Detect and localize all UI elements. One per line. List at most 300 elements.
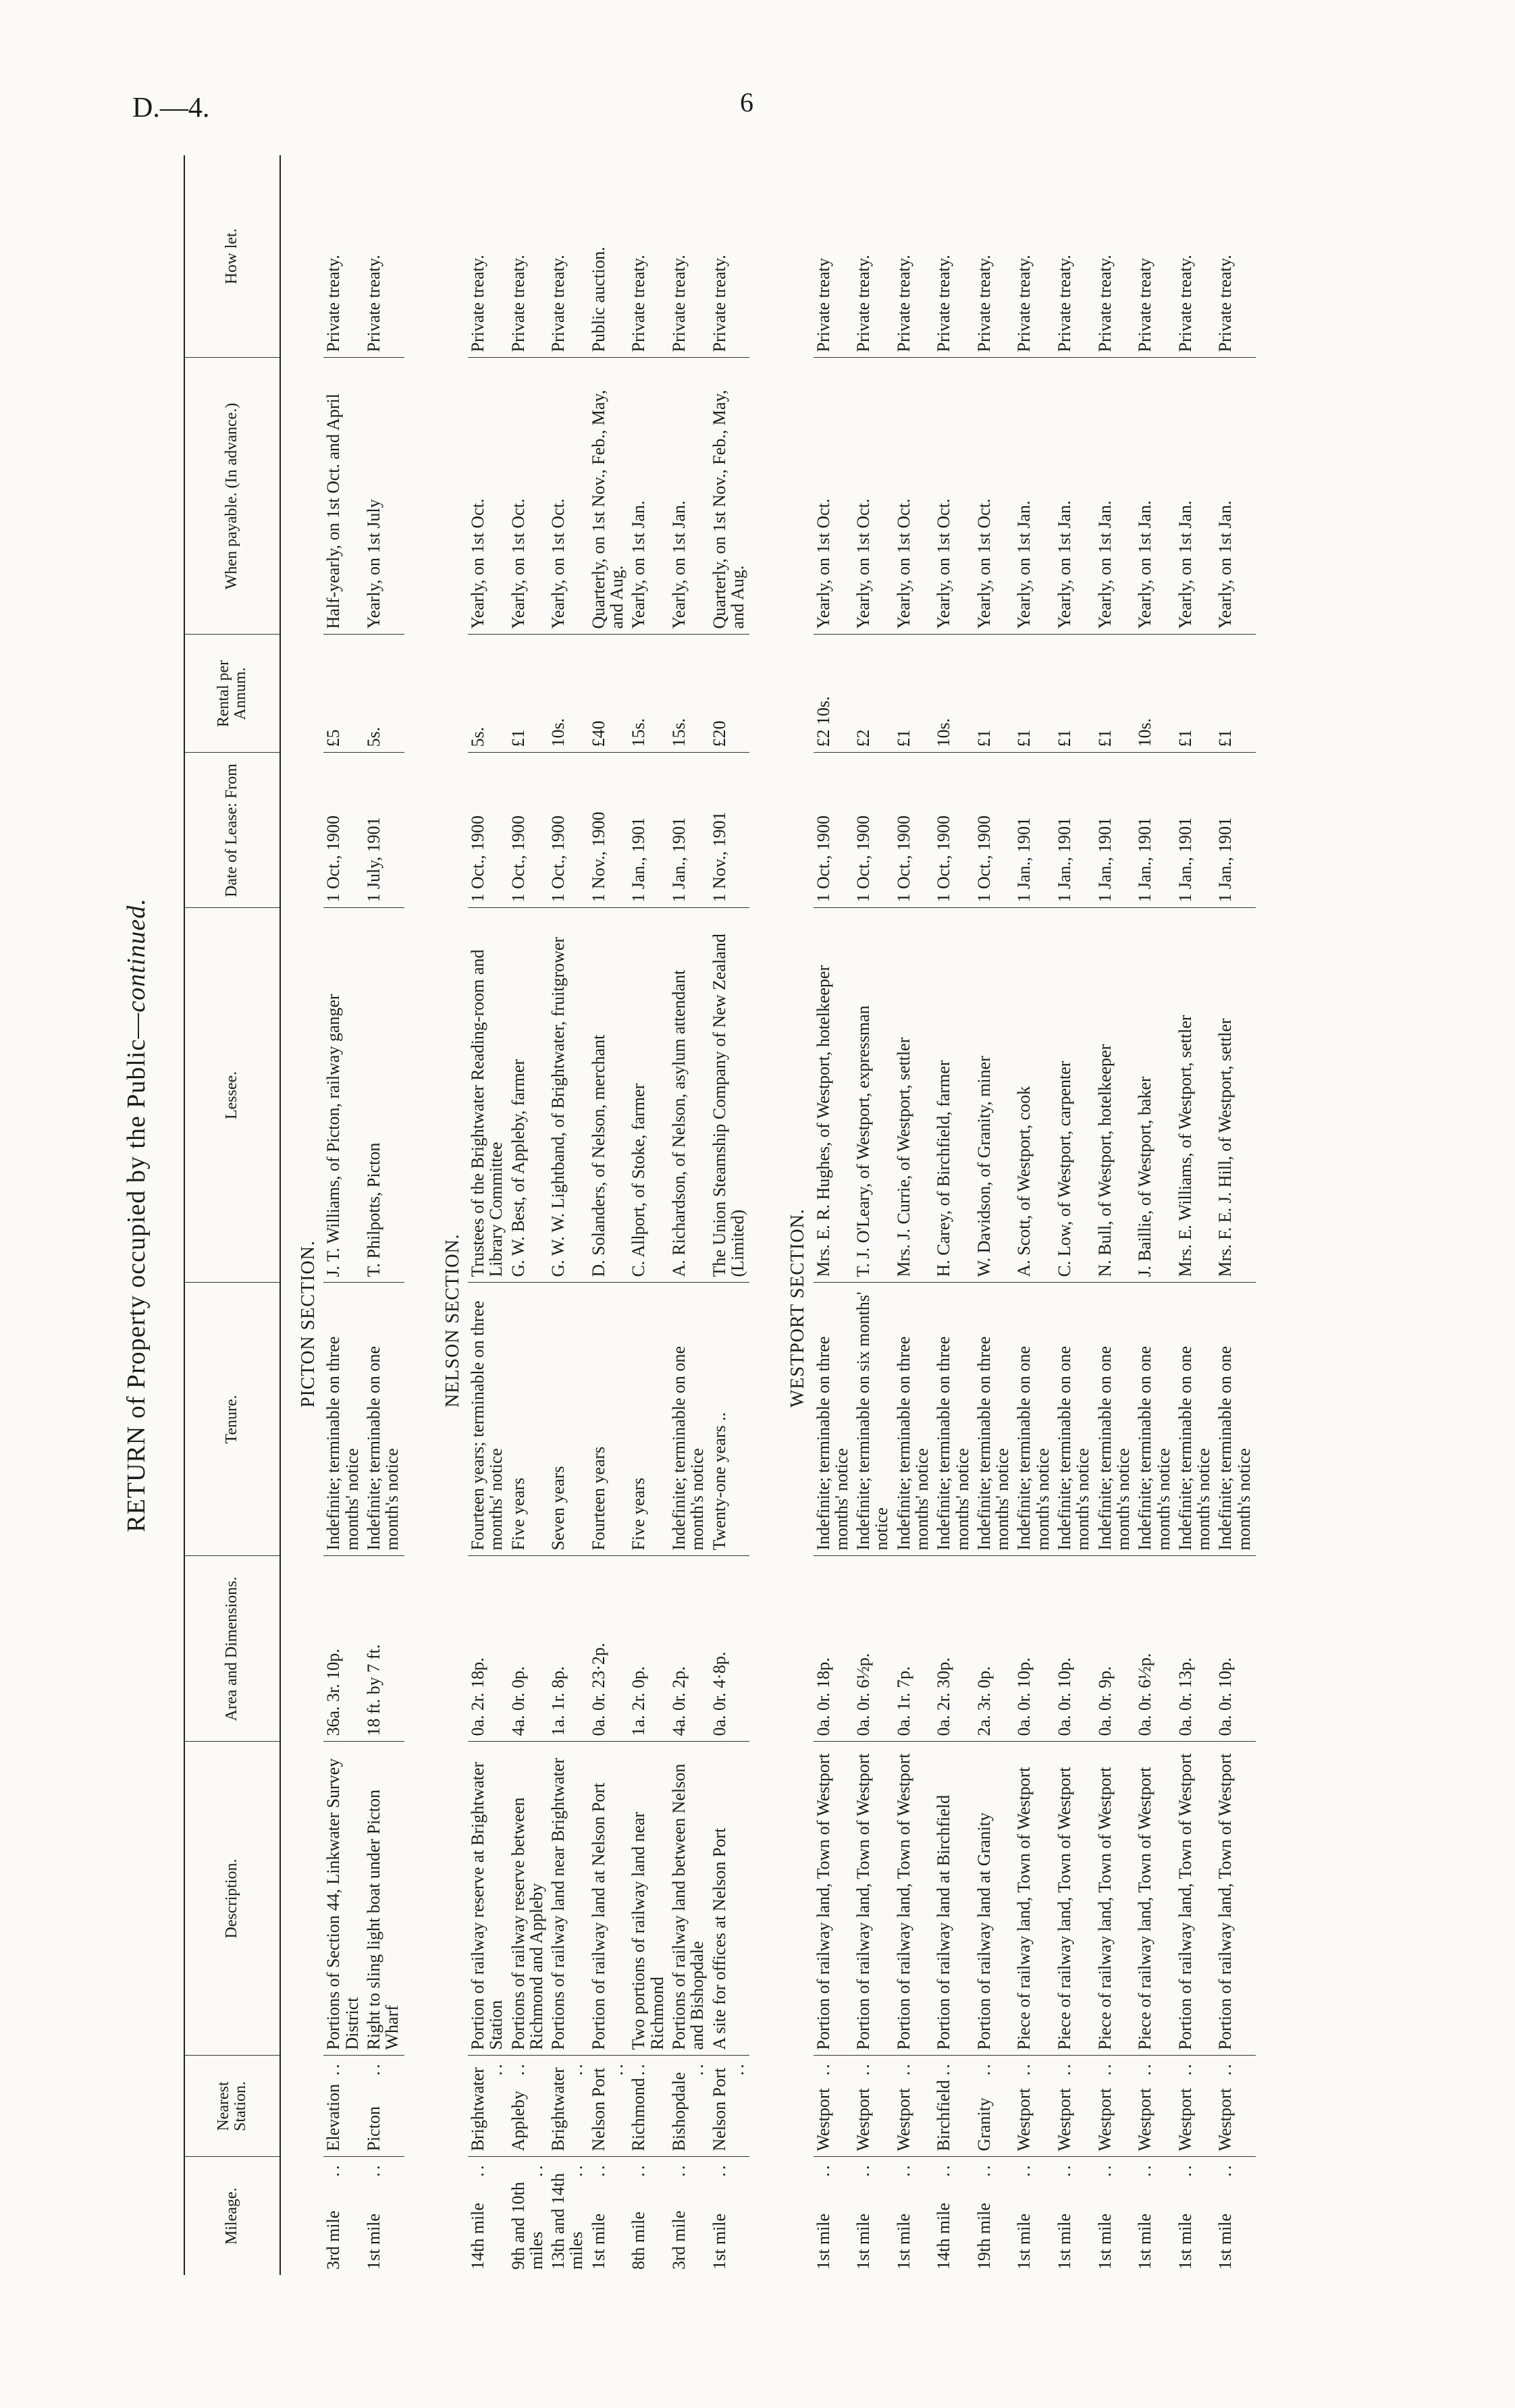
mileage-cell-text: 1st mile [588,2213,608,2270]
how-let-cell-text: Private treaty. [974,255,994,352]
description-cell [548,1742,589,2056]
when-payable-cell-text: Yearly, on 1st July [363,499,383,629]
lessee-cell [894,908,934,1283]
section-spacer-row [404,155,425,2275]
leader-dots: .. [363,2162,383,2177]
date-cell-text: 1 Jan., 1901 [1175,817,1195,903]
leader-dots: .. [893,2061,913,2076]
mileage-cell [1095,2157,1136,2275]
area-cell-text: 0a. 1r. 7p. [893,1666,913,1736]
date-cell [1135,753,1175,908]
date-cell-text: 1 Jan., 1901 [1215,817,1235,903]
how-let-cell [1215,155,1256,358]
table-row [1095,155,1136,2275]
when-payable-cell [934,358,974,635]
station-cell-text: Westport [1175,2088,1195,2151]
when-payable-cell [589,358,629,635]
when-payable-cell-text: Quarterly, on 1st Nov., Feb., May, and Aug. [588,390,627,629]
date-cell [1055,753,1095,908]
mileage-cell-text: 1st mile [363,2213,383,2270]
property-return-table [184,155,1277,2275]
description-cell-text: Two portions of railway land near Richmond [629,1811,667,2050]
header-date-of-lease: Date of Lease: From [184,753,280,908]
leader-dots: .. [566,2061,587,2076]
section-spacer [404,155,425,2275]
area-cell [853,1556,894,1742]
station-cell-text: Granity [974,2097,994,2151]
station-cell-text: Westport [1014,2088,1034,2151]
station-cell [1215,2056,1256,2157]
how-let-cell [323,155,364,358]
date-cell-text: 1 Oct., 1900 [508,815,528,903]
table-row [1175,155,1216,2275]
rental-cell-text: £2 10s. [813,696,833,747]
leader-dots: .. [363,2061,383,2076]
date-cell [1215,753,1256,908]
rental-cell [508,635,549,753]
rental-cell-text: £1 [1055,729,1075,747]
description-cell-text: Portion of railway land, Town of Westport [813,1753,833,2050]
how-let-cell-text: Private treaty. [1014,255,1034,352]
how-let-cell-text: Private treaty. [709,255,729,352]
how-let-cell-text: Private treaty. [1215,255,1235,352]
lessee-cell-text: W. Davidson, of Granity, miner [974,1056,994,1277]
area-cell-text: 0a. 0r. 10p. [1014,1657,1034,1736]
table-row [974,155,1015,2275]
rental-cell [669,635,710,753]
mileage-cell-text: 1st mile [709,2213,729,2270]
description-cell [1095,1742,1136,2056]
description-cell [1135,1742,1175,2056]
when-payable-cell-text: Yearly, on 1st Jan. [1094,500,1115,629]
header-description: Description. [184,1742,280,2056]
mileage-cell [323,2157,364,2275]
how-let-cell [710,155,750,358]
mileage-cell [1175,2157,1216,2275]
header-area: Area and Dimensions. [184,1556,280,1742]
when-payable-cell-text: Half-yearly, on 1st Oct. and April [323,394,344,629]
leader-dots: .. [1094,2162,1115,2177]
date-cell-text: 1 Jan., 1901 [629,817,649,903]
table-row [364,155,404,2275]
mileage-cell [974,2157,1015,2275]
rental-cell-text: £2 [853,729,874,747]
lessee-cell [1055,908,1095,1283]
when-payable-cell [1135,358,1175,635]
area-cell [468,1556,508,1742]
tenure-cell [323,1283,364,1556]
tenure-cell-text: Indefinite; terminable on one month's notice [1014,1345,1053,1551]
tenure-cell-text: Indefinite; terminable on one month's notice [1135,1345,1173,1551]
leader-dots: .. [1094,2061,1115,2076]
area-cell-text: 0a. 0r. 6½p. [1135,1653,1155,1736]
when-payable-cell-text: Yearly, on 1st Jan. [1055,500,1075,629]
when-payable-cell [468,358,508,635]
area-cell [1175,1556,1216,1742]
leader-dots: .. [629,2061,649,2076]
mileage-cell [364,2157,404,2275]
rental-cell-text: 5s. [363,726,383,747]
area-cell [589,1556,629,1742]
rental-cell [894,635,934,753]
header-how-let: How let. [184,155,280,358]
how-let-cell [814,155,854,358]
leader-dots: .. [893,2162,913,2177]
date-cell-text: 1 Oct., 1900 [934,815,954,903]
station-cell-text: Nelson Port [588,2068,608,2151]
mileage-cell [934,2157,974,2275]
table-row [1135,155,1175,2275]
area-cell [629,1556,669,1742]
lessee-cell [1215,908,1256,1283]
description-cell [1215,1742,1256,2056]
how-let-cell [1095,155,1136,358]
lessee-cell [1095,908,1136,1283]
station-cell-text: Appleby [508,2090,528,2151]
how-let-cell [1055,155,1095,358]
lessee-cell-text: T. J. O'Leary, of Westport, expressman [853,1005,874,1277]
area-cell-text: 0a. 0r. 4·8p. [709,1651,729,1736]
lessee-cell [1175,908,1216,1283]
tenure-cell [934,1283,974,1556]
leader-dots: .. [934,2061,954,2076]
area-cell-text: 0a. 0r. 23·2p. [588,1642,608,1736]
date-cell-text: 1 July, 1901 [363,817,383,903]
when-payable-cell-text: Yearly, on 1st Oct. [974,498,994,629]
tenure-cell [814,1283,854,1556]
how-let-cell [468,155,508,358]
leader-dots: .. [607,2061,627,2076]
area-cell-text: 1a. 1r. 8p. [548,1666,568,1736]
table-row [669,155,710,2275]
rental-cell-text: £5 [323,729,344,747]
leader-dots: .. [1014,2061,1034,2076]
table-row [508,155,549,2275]
area-cell-text: 0a. 0r. 9p. [1094,1666,1115,1736]
description-cell [894,1742,934,2056]
tenure-cell-text: Seven years [548,1466,568,1551]
mileage-cell-text: 1st mile [1014,2213,1034,2270]
lessee-cell-text: N. Bull, of Westport, hotelkeeper [1094,1044,1115,1277]
lessee-cell-text: Mrs. J. Currie, of Westport, settler [893,1037,913,1277]
rental-cell-text: 15s. [629,718,649,747]
when-payable-cell-text: Yearly, on 1st Jan. [1014,500,1034,629]
when-payable-cell-text: Yearly, on 1st Jan. [1175,500,1195,629]
section-heading-row [280,155,323,2275]
tenure-cell [974,1283,1015,1556]
description-cell-text: Portion of railway land, Town of Westport [893,1753,913,2050]
how-let-cell-text: Public auction. [588,246,608,352]
header-row [184,155,280,2275]
area-cell [934,1556,974,1742]
when-payable-cell [669,358,710,635]
area-cell [364,1556,404,1742]
area-cell [710,1556,750,1742]
station-cell [364,2056,404,2157]
date-cell-text: 1 Jan., 1901 [1014,817,1034,903]
rental-cell [1095,635,1136,753]
table-row [629,155,669,2275]
date-cell-text: 1 Oct., 1900 [853,815,874,903]
description-cell [589,1742,629,2056]
station-cell-text: Westport [853,2088,874,2151]
section-heading: PICTON SECTION. [298,1240,319,1408]
station-cell-text: Elevation [323,2083,344,2151]
mileage-cell-text: 3rd mile [323,2210,344,2270]
description-cell-text: Portions of Section 44, Linkwater Survey District [323,1758,362,2050]
date-cell-text: 1 Oct., 1900 [323,815,344,903]
description-cell [508,1742,549,2056]
leader-dots: .. [709,2162,729,2177]
leader-dots: .. [668,2162,689,2177]
station-cell [1055,2056,1095,2157]
lessee-cell [710,908,750,1283]
rental-cell-text: £1 [508,729,528,747]
how-let-cell [934,155,974,358]
tenure-cell-text: Indefinite; terminable on three months' notice [934,1336,972,1551]
rental-cell-text: £40 [588,720,608,747]
leader-dots: .. [526,2162,546,2177]
leader-dots: .. [1175,2162,1195,2177]
when-payable-cell [894,358,934,635]
lessee-cell [853,908,894,1283]
how-let-cell [629,155,669,358]
leader-dots: .. [853,2061,874,2076]
lessee-cell-text: Mrs. E. Williams, of Westport, settler [1175,1015,1195,1277]
station-cell [669,2056,710,2157]
mileage-cell-text: 1st mile [853,2213,874,2270]
leader-dots: .. [853,2162,874,2177]
area-cell [548,1556,589,1742]
page-number: 6 [740,87,753,117]
how-let-cell-text: Private treaty. [668,255,689,352]
leader-dots: .. [1135,2061,1155,2076]
rental-cell [323,635,364,753]
lessee-cell [508,908,549,1283]
table-row [1215,155,1256,2275]
mileage-cell [669,2157,710,2275]
leader-dots: .. [1014,2162,1034,2177]
tenure-cell-text: Indefinite; terminable on one month's notice [363,1345,402,1551]
how-let-cell [669,155,710,358]
rental-cell-text: 10s. [934,718,954,747]
when-payable-cell-text: Yearly, on 1st Oct. [813,498,833,629]
how-let-cell-text: Private treaty. [893,255,913,352]
how-let-cell-text: Private treaty [1135,258,1155,352]
area-cell-text: 4a. 0r. 0p. [508,1666,528,1736]
section-spacer [1256,155,1277,2275]
when-payable-cell [508,358,549,635]
how-let-cell [548,155,589,358]
lessee-cell [548,908,589,1283]
date-cell-text: 1 Jan., 1901 [668,817,689,903]
lessee-cell [629,908,669,1283]
description-cell-text: Portion of railway land at Nelson Port [588,1782,608,2050]
table-row [323,155,364,2275]
area-cell [323,1556,364,1742]
mileage-cell [853,2157,894,2275]
date-cell-text: 1 Nov., 1901 [709,811,729,903]
when-payable-cell-text: Yearly, on 1st Jan. [629,500,649,629]
station-cell [853,2056,894,2157]
leader-dots: .. [588,2162,608,2177]
lessee-cell-text: G. W. Best, of Appleby, farmer [508,1059,528,1277]
rental-cell [974,635,1015,753]
date-cell [629,753,669,908]
lessee-cell [1014,908,1055,1283]
tenure-cell-text: Indefinite; terminable on one month's notice [1175,1345,1214,1551]
mileage-cell-text: 3rd mile [668,2210,689,2270]
tenure-cell-text: Five years [629,1477,649,1551]
description-cell-text: Portion of railway land at Birchfield [934,1794,954,2050]
area-cell-text: 2a. 3r. 0p. [974,1666,994,1736]
table-row [710,155,750,2275]
area-cell [814,1556,854,1742]
mileage-cell-text: 1st mile [1135,2213,1155,2270]
description-cell-text: Piece of railway land, Town of Westport [1055,1767,1075,2050]
table-row [853,155,894,2275]
tenure-cell-text: Indefinite; terminable on one month's notice [668,1345,708,1551]
tenure-cell-text: Indefinite; terminable on three months' notice [813,1336,851,1551]
area-cell [1135,1556,1175,1742]
description-cell [323,1742,364,2056]
table-row [468,155,508,2275]
tenure-cell-text: Indefinite; terminable on three months' notice [323,1336,362,1551]
how-let-cell-text: Private treaty. [1175,255,1195,352]
description-cell [1014,1742,1055,2056]
when-payable-cell [1175,358,1216,635]
lessee-cell [468,908,508,1283]
description-cell [669,1742,710,2056]
station-cell-text: Brightwater [548,2067,568,2151]
area-cell-text: 0a. 0r. 18p. [813,1657,833,1736]
leader-dots: .. [727,2061,747,2076]
lessee-cell-text: Mrs. E. R. Hughes, of Westport, hotelkeeper [813,965,833,1277]
mileage-cell [894,2157,934,2275]
lessee-cell-text: A. Richardson, of Nelson, asylum attendant [668,969,689,1277]
lessee-cell [934,908,974,1283]
date-cell-text: 1 Oct., 1900 [548,815,568,903]
section-heading: WESTPORT SECTION. [787,1208,809,1408]
when-payable-cell [1215,358,1256,635]
date-cell [508,753,549,908]
lessee-cell-text: D. Solanders, of Nelson, merchant [588,1034,608,1277]
area-cell [669,1556,710,1742]
lessee-cell [974,908,1015,1283]
date-cell [669,753,710,908]
when-payable-cell [814,358,854,635]
when-payable-cell [1055,358,1095,635]
station-cell-text: Brightwater [467,2067,487,2151]
tenure-cell-text: Indefinite; terminable on three months' notice [974,1336,1013,1551]
leader-dots: .. [1215,2162,1235,2177]
area-cell-text: 4a. 0r. 2p. [668,1666,689,1736]
date-cell [814,753,854,908]
how-let-cell-text: Private treaty. [508,255,528,352]
header-when-payable: When payable. (In advance.) [184,358,280,635]
date-cell-text: 1 Oct., 1900 [974,815,994,903]
tenure-cell-text: Indefinite; terminable on three months' notice [893,1336,932,1551]
area-cell-text: 0a. 0r. 13p. [1175,1657,1195,1736]
area-cell [894,1556,934,1742]
description-cell [853,1742,894,2056]
section-heading-row [770,155,813,2275]
header-rental: Rental per Annum. [184,635,280,753]
date-cell [934,753,974,908]
section-heading-row [425,155,468,2275]
station-cell-text: Bishopdale [668,2072,689,2151]
leader-dots: .. [566,2162,587,2177]
date-cell [894,753,934,908]
how-let-cell-text: Private treaty. [1055,255,1075,352]
date-cell-text: 1 Oct., 1900 [813,815,833,903]
table-row [934,155,974,2275]
mileage-cell [508,2157,549,2275]
when-payable-cell [1014,358,1055,635]
when-payable-cell [629,358,669,635]
description-cell [1175,1742,1216,2056]
rental-cell [710,635,750,753]
rental-cell-text: £1 [1215,729,1235,747]
rental-cell [814,635,854,753]
lessee-cell [364,908,404,1283]
area-cell-text: 18 ft. by 7 ft. [363,1644,383,1736]
leader-dots: .. [1055,2162,1075,2177]
header-lessee: Lessee. [184,908,280,1283]
rental-cell-text: £1 [1014,729,1034,747]
station-cell-text: Westport [1055,2088,1075,2151]
leader-dots: .. [323,2162,344,2177]
rental-cell [1135,635,1175,753]
how-let-cell [1175,155,1216,358]
rental-cell-text: £1 [1175,729,1195,747]
station-cell [1095,2056,1136,2157]
station-cell [508,2056,549,2157]
mileage-cell [589,2157,629,2275]
lessee-cell [589,908,629,1283]
table-row [1014,155,1055,2275]
mileage-cell-text: 9th and 10th miles [508,2182,546,2270]
area-cell [508,1556,549,1742]
when-payable-cell-text: Yearly, on 1st Oct. [893,498,913,629]
description-cell [629,1742,669,2056]
station-cell-text: Westport [893,2088,913,2151]
table-row [548,155,589,2275]
description-cell-text: Portion of railway land at Granity [974,1812,994,2050]
date-cell [1014,753,1055,908]
mileage-cell-text: 1st mile [1094,2213,1115,2270]
how-let-cell-text: Private treaty [813,258,833,352]
leader-dots: .. [687,2061,708,2076]
station-cell-text: Westport [1094,2088,1115,2151]
when-payable-cell [710,358,750,635]
area-cell-text: 0a. 0r. 10p. [1215,1657,1235,1736]
lessee-cell-text: J. Baillie, of Westport, baker [1135,1076,1155,1277]
description-cell-text: Piece of railway land, Town of Westport [1014,1767,1034,2050]
lessee-cell [1135,908,1175,1283]
how-let-cell-text: Private treaty. [1094,255,1115,352]
leader-dots: .. [486,2061,506,2076]
description-cell-text: Portions of railway land near Brightwater [548,1758,568,2050]
section-heading-spacer [280,1556,323,2275]
lessee-cell-text: Mrs. F. E. J. Hill, of Westport, settler [1215,1018,1235,1277]
table-row [1055,155,1095,2275]
section-spacer-row [1256,155,1277,2275]
how-let-cell [589,155,629,358]
mileage-cell [548,2157,589,2275]
date-cell-text: 1 Nov., 1900 [588,811,608,903]
area-cell-text: 1a. 2r. 0p. [629,1666,649,1736]
